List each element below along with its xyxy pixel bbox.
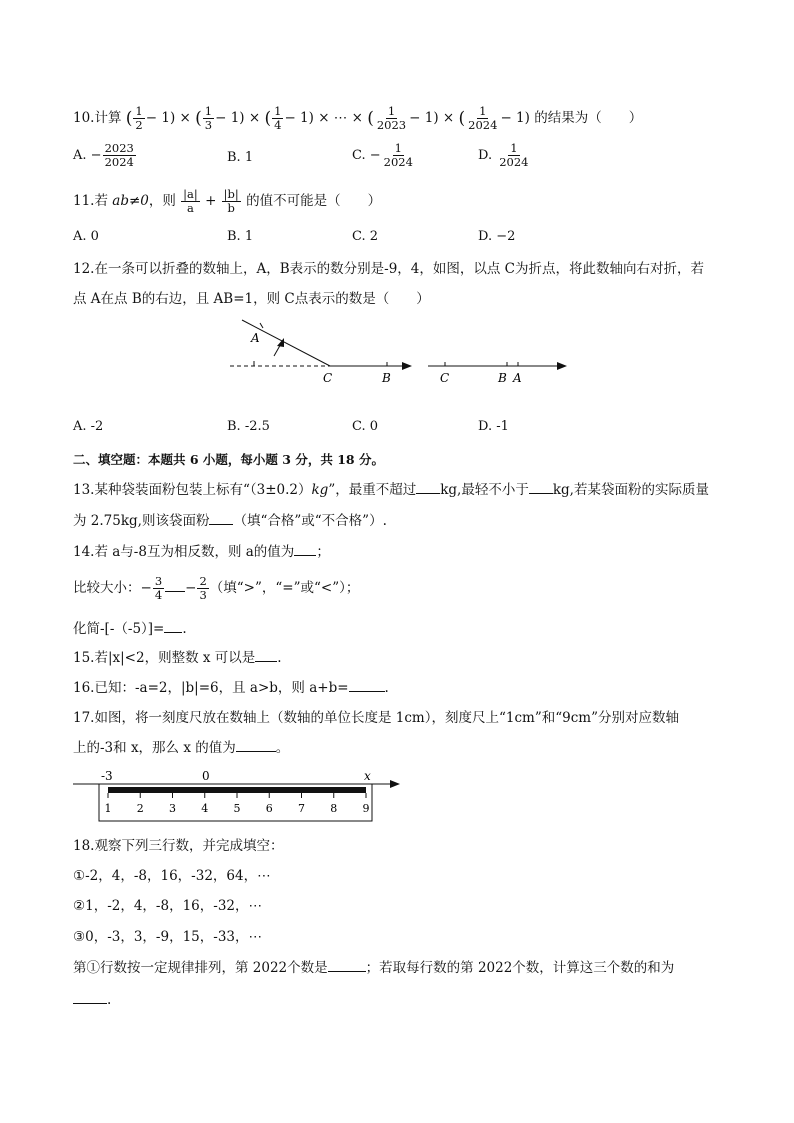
q11-option-c[interactable]: C. 2 — [352, 229, 379, 244]
q10-prefix: 10.计算 — [73, 110, 122, 126]
q11-option-d[interactable]: D. −2 — [478, 229, 516, 244]
q10-fraction-3: $\frac{1}{4}$ — [274, 104, 282, 132]
q10-fraction-4: $\frac{1}{2023}$ — [376, 104, 407, 132]
question-12-line-2: 点 A在点 B的右边，且 AB=1，则 C点表示的数是（ ） — [73, 291, 430, 307]
q12-axis-2-arrow — [557, 362, 567, 370]
q12-axis-arrow — [402, 362, 412, 370]
question-18-head: 18.观察下列三行数，并完成填空： — [73, 838, 284, 854]
q18-blank-2[interactable] — [73, 991, 107, 1004]
q17-ruler-tick-label: 8 — [330, 802, 338, 815]
q14-blank-2[interactable] — [165, 579, 185, 592]
q10-option-c[interactable]: C. − $\frac{1}{2024}$ — [352, 141, 413, 169]
question-17-line-1: 17.如图，将一刻度尺放在数轴上（数轴的单位长度是 1cm），刻度尺上“1cm”和“9cm”分别对应数轴 — [73, 710, 679, 726]
question-11: 11.若 ab≠0，则 $\frac{|a|}{a}$ + $\frac{|b|}{b}$ 的值不可能是（ ） — [73, 187, 382, 215]
q10-option-a[interactable]: A. − $\frac{2023}{2024}$ — [73, 141, 134, 169]
q12-tick-folded-a — [260, 323, 263, 328]
q12-label-b2: B — [498, 371, 507, 385]
q17-blank[interactable] — [236, 739, 276, 752]
q18-row-3: ③0，-3，3，-9，15，-33，⋯ — [73, 929, 262, 945]
q14-fraction-2: $\frac{2}{3}$ — [199, 574, 207, 602]
q12-label-b: B — [382, 371, 391, 385]
q17-ruler-tick-label: 5 — [233, 802, 241, 815]
q17-ruler-ticks — [105, 793, 370, 815]
q12-label-a: A — [251, 331, 260, 345]
section-2-header: 二、填空题：本题共 6 小题，每小题 3 分，共 18 分。 — [73, 452, 384, 467]
q17-ruler-tick-label: 3 — [169, 802, 176, 815]
q12-option-a[interactable]: A. -2 — [73, 419, 104, 434]
q13-blank-2[interactable] — [529, 481, 553, 494]
q12-option-c[interactable]: C. 0 — [352, 419, 379, 434]
q17-label-neg3: -3 — [101, 769, 113, 783]
q14-blank-3[interactable] — [164, 620, 182, 633]
question-14-line-1: 14.若 a与-8互为相反数，则 a的值为 ； — [73, 544, 330, 560]
q12-label-c: C — [323, 371, 333, 385]
q10-fraction-5: $\frac{1}{2024}$ — [468, 104, 498, 132]
q17-ruler-tick-label: 7 — [298, 802, 305, 815]
q10-fraction-2: $\frac{1}{3}$ — [204, 104, 213, 132]
q17-ruler-tick-label: 9 — [362, 802, 370, 815]
q11-option-b[interactable]: B. 1 — [227, 229, 254, 244]
q17-ruler-tick-label: 4 — [201, 802, 209, 815]
question-14-line-3: 化简-[-（-5）]= . — [73, 621, 187, 637]
question-10: 10.计算 ( $\frac{1}{2}$ − 1) × ( $\frac{1}{3}$ − 1) × ( $\frac{1}{4}$ − 1) × ⋯ × ( $\frac{1}{2023}$ − 1) × ( $\frac{1}{2024}$ − 1) 的结果为（ ） — [73, 104, 643, 132]
q18-blank-1[interactable] — [328, 959, 366, 972]
q11-option-a[interactable]: A. 0 — [73, 229, 99, 244]
q10-suffix: 的结果为（ ） — [534, 110, 643, 126]
q12-label-c2: C — [440, 371, 450, 385]
q13-blank-3[interactable] — [209, 512, 233, 525]
q17-ruler-tick-label: 6 — [265, 802, 273, 815]
q17-ruler-figure — [0, 762, 794, 824]
q10-fraction-1: $\frac{1}{2}$ — [135, 104, 143, 132]
q17-ruler-tick-label: 2 — [136, 802, 144, 815]
q12-option-d[interactable]: D. -1 — [478, 419, 509, 434]
q18-row-2: ②1，-2，4，-8，16，-32，⋯ — [73, 898, 262, 914]
question-18-line-b: . — [73, 991, 111, 1009]
q18-row-1: ①-2，4，-8，16，-32，64，⋯ — [73, 868, 271, 884]
q12-folded-number-line-figure — [0, 310, 794, 390]
q10-option-d[interactable]: D. $\frac{1}{2024}$ — [478, 141, 529, 169]
q14-fraction-1: $\frac{3}{4}$ — [154, 574, 163, 602]
q16-blank[interactable] — [349, 679, 385, 692]
q17-axis-arrow — [390, 780, 400, 788]
q12-label-a2: A — [513, 371, 522, 385]
question-13-line-2: 为 2.75kg,则该袋面粉 （填“合格”或“不合格”）. — [73, 513, 387, 529]
question-14-line-2: 比较大小：− $\frac{3}{4}$ − $\frac{2}{3}$ （填“>”，“=”或“<”）； — [73, 574, 360, 602]
q17-label-0: 0 — [202, 769, 210, 783]
q17-ruler-black-bar — [108, 787, 366, 793]
question-12-line-1: 12.在一条可以折叠的数轴上，A，B表示的数分别是-9，4，如图，以点 C为折点，将此数轴向右对折，若 — [73, 261, 704, 277]
q17-label-x: x — [364, 769, 371, 783]
q15-blank[interactable] — [255, 649, 277, 662]
q11-fraction-b: $\frac{|b|}{b}$ — [223, 187, 239, 215]
question-18-line-a: 第①行数按一定规律排列，第 2022个数是 ；若取每行数的第 2022个数，计算这三个数的和为 — [73, 960, 675, 976]
q13-blank-1[interactable] — [416, 481, 440, 494]
question-15: 15.若|x|<2，则整数 x 可以是 . — [73, 650, 282, 666]
q12-option-b[interactable]: B. -2.5 — [227, 419, 270, 434]
question-16: 16.已知：-a=2，|b|=6，且 a>b，则 a+b= . — [73, 680, 389, 696]
q14-blank-1[interactable] — [294, 543, 316, 556]
question-17-line-2: 上的-3和 x，那么 x 的值为 。 — [73, 740, 290, 756]
q11-fraction-a: $\frac{|a|}{a}$ — [183, 187, 198, 215]
q10-option-b[interactable]: B. 1 — [227, 150, 254, 165]
q17-ruler-tick-label: 1 — [104, 802, 112, 815]
question-13-line-1: 13.某种袋装面粉包装上标有“（3±0.2）kg”，最重不超过 kg,最轻不小于 kg,若某袋面粉的实际质量 — [73, 482, 709, 498]
